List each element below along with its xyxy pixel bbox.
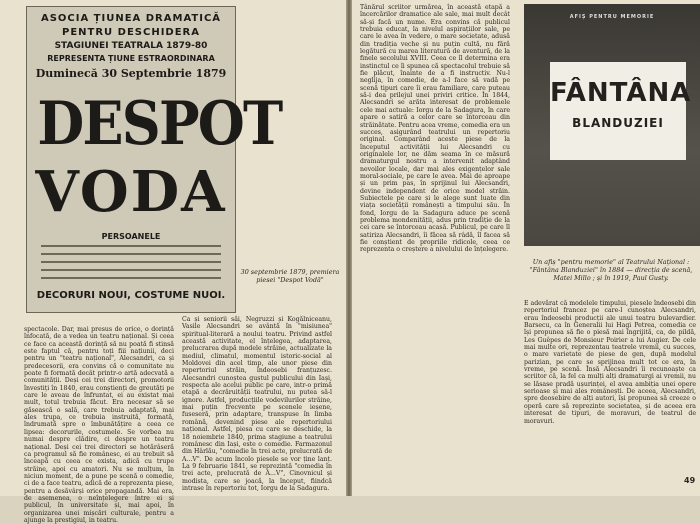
poster-cast-line bbox=[41, 277, 221, 279]
poster-sign bbox=[550, 62, 692, 160]
poster-line-4: REPRESENTA ȚIUNE ESTRAORDINARA bbox=[47, 54, 215, 63]
page-number: 49 bbox=[684, 476, 696, 485]
left-column-2: Ca și seniorii săi, Negruzzi și Kogălniceanu, Vasile Alecsandri se avântă în "misiunea" spiritual-literară a noului teatru. Privind astfel această activitate, el înțelegea, adaptarea, prelucrarea după modele străine, actualizate la mediul, climatul, momentul istoric-social al Moldovei din acel timp, ale unor piese din repertoriul străin, îndeosebi franțuzesc. Alecsandri cunoștea gustul publicului din Iași, respecta ale acelui public pe care, intr-o primă etapă a decrăruității teatrului, nu putea să-l ignore. Astfel, producțiile vodevilurilor străine, mai puțin frecvente pe scenele ieșene, fuseseră, prin adaptare, transpuse în limba română, devenind piese ale repertoriului național. Astfel, piesa cu care se deschide, la 18 noiembrie 1840, prima stagiune a teatrului românesc din Iași, este o comedie. Farmazonul din Hârlău, "comedie în trei acte, prelucrată de A...V". De acum încolo piesele se vor ține lanț. La 9 februarie 1841, se reprezintă "comedia în trei acte, prelucrată de A...V", Cinovnicul și modista, care se joacă, la început, fiindcă intrase în repertoriu tot, Iorgu de la Sadagura. bbox=[182, 316, 332, 492]
poster-line-1: ASOCIA ȚIUNEA DRAMATICĂ bbox=[40, 13, 222, 24]
right-column-2: E adevărat că modelele timpului, piesele îndeosebi din repertoriul francez pe care-l cunoștea Alecsandri, erau îndeosebi producții ale unui teatru bulevardier. Barsecu, ca în Generalii lui Hagi Petrea, comedia ce își propunea să fie o piesă mai îngrijită, ca, de pildă, Les Guêpes de Monsieur Poirier a lui Augier. De cele mai multe ori, reprezentau teatrele vremii, cu succes, o mare varietate de piese de gen, după modelul parizian, pe care se sprijinea mult tot ce era, în vreme, pe scenă. Însă Alecsandri îi recunoaște ca scriitor că, la fel ca mulți alți dramaturgi ai vremii, nu se lăsase pradă ușurinței, el avea ambiția unei opere serioase și mai ales românești. De aceea, Alecsandri, spre deosebire de alți autori, își propunea să creeze o operă care să reprezinte societatea, și de aceea era interesat de tipuri, de moravuri, de teatrul de moravuri. bbox=[524, 300, 696, 425]
poster-footer: DECORURI NOUI, COSTUME NUOI. bbox=[36, 290, 226, 301]
left-column-1: spectacole. Dar, mai presus de orice, o dorință înfocată, de a vedea un teatru național. Și ceea ce face ca această dorință să nu poată fi stinsă este faptul că, pentru toți fiii națiunii, deci pentru un "teatru național", Alecsandri, ca și predecesorii, era convins că o comunitate nu poate fi formată decât printr-o artă adecvată a comunității. Deși cei trei directori, promotorii învestiți în 1840, erau conștienți de greutăți pe care le aveau de înfruntat, ei au existat mai mult, totul trebuia făcut. Era necesar să se găsească o sală, care trebuia adaptată, mai ales trupa, ce trebuia instruită, formată, îndrumată spre o îmbunătățire a ceea ce lipsea: decorurile, costumele. Se vorbea nu numai despre clădire, ci despre un teatru național. Deși cei trei directori se hotărâseră ca programul să fie românesc, ei au trebuit să înceapă cu ceea ce exista, adică cu trupe străine, apoi cu amatori. Nu se mulțum, în niciun moment, de a pune pe scenă o comedie, ci de a face teatru, adică de a reprezenta piese, pentru a desăvârși orice propagandă. Mai era, de asemenea, o neînțelegere între ei și publicul, în universitate și, mai apoi, în organizarea unei mișcări culturale, pentru a ajunge la prestigiul, in teatru. bbox=[24, 326, 174, 524]
poster-cast-heading: PERSOANELE bbox=[101, 232, 161, 241]
poster-cast-line bbox=[41, 253, 221, 255]
sign-title-1: FÂNTÂNA bbox=[550, 78, 692, 108]
poster-title-despot: DESPOT bbox=[37, 89, 282, 159]
left-page bbox=[0, 0, 346, 524]
poster-line-3: STAGIUNEI TEATRALA 1879-80 bbox=[54, 41, 208, 51]
poster-line-2: PENTRU DESCHIDERA bbox=[62, 27, 200, 38]
poster-title-voda: VODA bbox=[35, 159, 227, 225]
poster-cast-line bbox=[41, 261, 221, 263]
despot-voda-poster bbox=[26, 6, 282, 313]
sign-title-2: BLANDUZIEI bbox=[572, 116, 664, 130]
fantana-blanduziei-photo bbox=[524, 4, 700, 246]
sign-caption: Un afiș "pentru memorie" al Teatrului Național : "Fântâna Blanduziei" în 1884 — direcția de scenă, Matei Millo ; și în 1919, Paul Gusty. bbox=[529, 258, 693, 282]
poster-cast-line bbox=[41, 245, 221, 247]
poster-caption: 30 septembrie 1879, premiera piesei "Despot Vodă" bbox=[240, 268, 340, 284]
sign-small-text: AFIȘ PENTRU MEMORIE bbox=[569, 14, 655, 20]
right-page bbox=[352, 0, 700, 496]
poster-line-5: Duminecă 30 Septembrie 1879 bbox=[35, 67, 227, 80]
right-column-1: Tânărul scriitor urmărea, în această etapă a încercărilor dramatice ale sale, mai mult decât să-și facă un nume. Era convins că publicul trebuia educat, la nivelul aspirațiilor sale, pe care le avea în vedere, o mare societate, adusă din tradiția veche și nu puțin cultă, nu fără legătură cu marea literatură de aventură, de la finele secolului XVIII. Ceea ce îl determina era instinctul ce îi spunea că spectacolul trebuie să fie plăcut, înainte de a fi instructiv. Nu-l neglija, în comedie, de a-l face să vadă pe scenă tipuri care îi erau familiare, care puteau să-i dea prilejul unei priviri critice. În 1844, Alecsandri se arăta interesat de problemele cele mai actuale: Iorgu de la Sadagura, în care apare o satiră a celor care se întorceau din străinătate. Pentru acea vreme, comedia era un succes, asigurând teatrului un repertoriu original. Comparând aceste piese de la începutul activității lui Alecsandri cu originalele lor, ne dăm seama în ce măsură dramaturgul nostru a intervenit adaptând nevoilor locale, dar mai ales exigențelor sale moral-sociale, pe care le avea. Mai de aproape și un prim pas, în sprijinul lui Alecsandri, devine independent de orice model străin. Subiectele pe care și le alege sunt luate din viața societății românești a timpului său. În fond, Iorgu de la Sadagura aduce pe scenă problema mondenității, adus prin tradiție de la cei care se întorceau acasă. Publicul, pe care îl satiriza Alecsandri, îi făcea să râdă, îl facea să fie conștient de propriile ridicole, ceea ce reprezenta o creștere a nivelului de înțelegere. bbox=[360, 4, 510, 254]
poster-cast-line bbox=[41, 269, 221, 271]
